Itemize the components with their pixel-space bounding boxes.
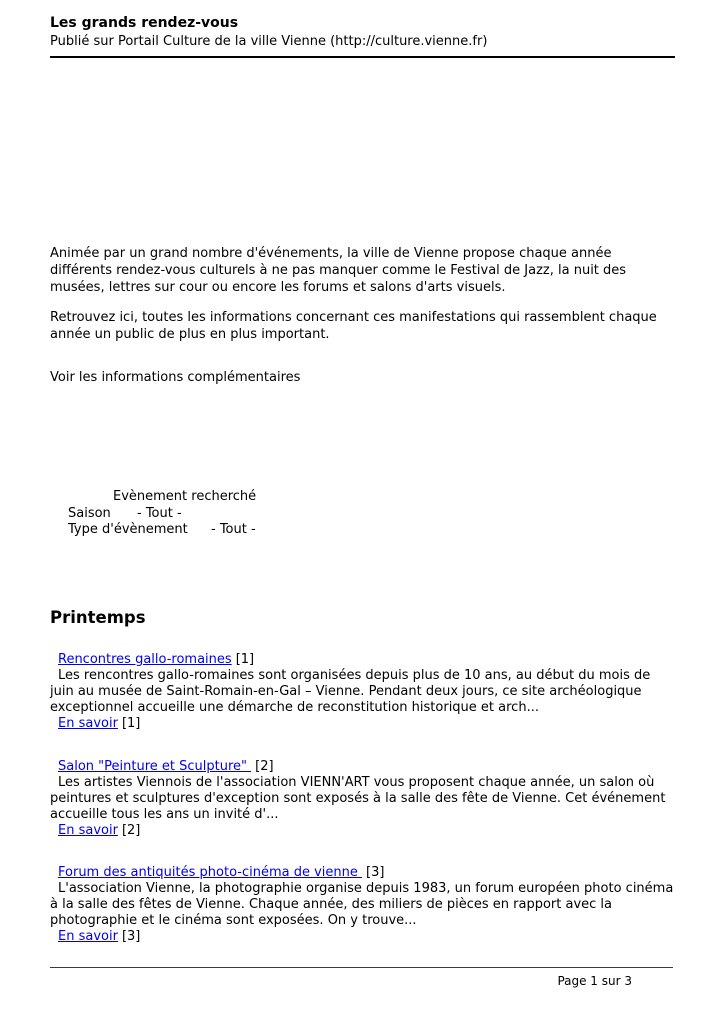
event-title-link[interactable]: Rencontres gallo-romaines xyxy=(58,652,232,667)
more-info-text: Voir les informations complémentaires xyxy=(50,370,301,385)
read-more-ref: [2] xyxy=(121,823,141,838)
section-heading-printemps: Printemps xyxy=(50,608,146,627)
saison-value: - Tout - xyxy=(137,505,182,521)
read-more-link[interactable]: En savoir xyxy=(58,716,118,731)
event-title-line xyxy=(50,865,675,881)
search-form-title: Evènement recherché xyxy=(113,489,257,504)
event-ref: [3] xyxy=(366,865,385,880)
read-more-link[interactable]: En savoir xyxy=(58,929,118,944)
event-title-line xyxy=(50,652,675,668)
event-title-link[interactable]: Salon "Peinture et Sculpture" xyxy=(58,759,252,774)
saison-label: Saison xyxy=(68,505,111,521)
event-item xyxy=(50,652,675,732)
form-row-type xyxy=(50,522,675,539)
publisher-line: Publié sur Portail Culture de la ville Vienne (http://culture.vienne.fr) xyxy=(50,34,488,49)
search-form-summary xyxy=(50,489,675,539)
event-item xyxy=(50,759,675,839)
intro-paragraph-2: Retrouvez ici, toutes les informations concernant ces manifestations qui rassemblent chaque année un public de plus en plus important. xyxy=(50,310,657,342)
event-title-link[interactable]: Forum des antiquités photo-cinéma de vienne xyxy=(58,865,363,880)
read-more-ref: [1] xyxy=(121,716,141,731)
event-ref: [1] xyxy=(235,652,255,667)
read-more-line xyxy=(50,823,675,839)
event-ref: [2] xyxy=(255,759,274,774)
page-title: Les grands rendez-vous xyxy=(50,15,239,31)
read-more-line xyxy=(50,716,675,732)
event-title-line xyxy=(50,759,675,775)
intro-section xyxy=(50,245,675,343)
read-more-line xyxy=(50,929,675,945)
intro-paragraph-1: Animée par un grand nombre d'événements, la ville de Vienne propose chaque année différents rendez-vous culturels à ne pas manquer comme le Festival de Jazz, la nuit des musées, lettres sur cour ou encore les forums et salons d'arts visuels. xyxy=(50,246,627,295)
document-footer xyxy=(50,967,673,989)
event-item xyxy=(50,865,675,945)
event-description: Les artistes Viennois de l'association VIENN'ART vous proposent chaque année, un salon où peintures et sculptures d'exception sont exposés à la salle des fête de Vienne. Cet événement accueille tous les ans un invité d'... xyxy=(50,775,666,822)
read-more-link[interactable]: En savoir xyxy=(58,823,118,838)
read-more-ref: [3] xyxy=(121,929,141,944)
page-number: Page 1 sur 3 xyxy=(557,974,632,988)
document-header xyxy=(50,14,675,58)
event-description: L'association Vienne, la photographie organise depuis 1983, un forum européen photo cinéma à la salle des fêtes de Vienne. Chaque année, des miliers de pièces en rapport avec la photographie et le cinéma sont exposées. On y trouve... xyxy=(50,881,674,928)
type-evenement-value: - Tout - xyxy=(211,522,256,537)
event-description: Les rencontres gallo-romaines sont organisées depuis plus de 10 ans, au début du mois de juin au musée de Saint-Romain-en-Gal – Vienne. Pendant deux jours, ce site archéologique exceptionnel accueille une démarche de reconstitution historique et arch... xyxy=(50,668,651,715)
form-row-saison xyxy=(50,506,675,523)
type-evenement-label: Type d'évènement xyxy=(68,522,188,537)
